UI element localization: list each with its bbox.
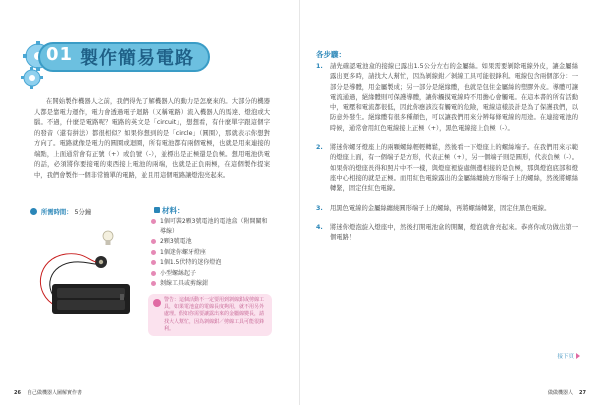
step-4 [316, 223, 578, 244]
step-text: 用黑色電線的金屬絲纏繞圓形端子上的螺絲，再將螺絲轉緊，固定住黑色電線。 [330, 204, 551, 212]
list-item: 小型螺絲起子 [150, 269, 270, 279]
step-2 [316, 143, 578, 194]
list-item: 1個1.5伏特的迷你燈泡 [150, 258, 270, 268]
step-text: 將迷你螺牙燈座上的兩顆螺絲輕輕轉鬆，然後看一下燈座上的螺絲端子。在我們用來示範的燈座上面，有一個端子是方形，代表正極（+），另一個端子則是圓形，代表負極（-）。如果你的燈座長得和照片中不一樣，與燈座裡旋處側邊相接的是負極，那與燈泡底部和燈座中心相接的就是正極。而用紅色電線露出的金屬絲纏繞方形端子上的螺絲，然後將螺絲轉緊，固定住紅色電線。 [330, 144, 578, 193]
intro-paragraph: 在開始製作機器人之前，我們得先了解機器人的動力是怎麼來的。大部分的機器人都是靠電力運作，電力會透過電子迴路（又稱電路）流入機器人的馬達、燈泡或大腦。不過，什麼是電路呢？電路的英文是「circuit」，想想看，有什麼單字跟這個字的發音（還有拼法）都很相似？如果你想到的是「circle」（圓圈），那就表示你想對方向了。電路就像是電力的圓圈或迴圈，所有電池都有兩個電極，也就是用來連接的端點，上面通常會有正號（+）或負號（-），並標出是正極還是負極。想用電池供電的話，必須將你要接電的東西接上電池的兩端，也就是正負兩極，在這個製作提案中，我們會製作一個非常簡單的電路，並且用這個電路讓燈泡亮起來。 [34, 98, 270, 179]
step-text: 將迷你燈泡旋入燈座中，然後打開電池盒的開關，燈泡就會亮起來。恭喜你成功做出第一個電路！ [330, 223, 578, 242]
continue-next-page: 接下頁 [557, 352, 580, 360]
left-footer [14, 389, 82, 396]
left-page-number: 26 [14, 390, 21, 396]
left-book-title: 自己做機器人圖解實作書 [26, 390, 82, 396]
materials-photo [26, 224, 146, 320]
right-page [300, 0, 600, 405]
list-icon [154, 207, 160, 213]
time-value: 5分鐘 [74, 209, 92, 216]
warning-text: 警告：這個活動不一定要用到剝線鉗或剪線工具，如果電池盒的電線長度夠用，就不用另外處理。假如你需要讓露出來的金屬線變長，請找大人幫忙，因為剝線鉗／剪線工具可能很鋒利。 [164, 297, 265, 332]
page-title: 製作簡易電路 [80, 48, 194, 69]
step-3 [316, 204, 578, 214]
materials-heading: 材料： [154, 205, 185, 216]
step-number: 1. [316, 63, 323, 70]
step-number: 4. [316, 223, 323, 231]
warning-box [148, 294, 272, 336]
time-label: 所需時間： [41, 209, 73, 216]
bulb-image [103, 231, 113, 245]
step-text: 請先確認電池盒的接線已露出1.5公分左右的金屬絲。如果需要剝除電線外皮，讓金屬絲露出更多時，請找大人幫忙，因為剝線鉗／剝線工具可能很鋒利。電線包含兩個部分：一部分是導體，用金屬製成；另一部分是絕緣體，也就是包住金屬絲的塑膠外皮。導體可讓電流通過，絕緣體則可保護導體，讓你觸摸電線時不用擔心會觸電。在這本書的所有活動中，電壓和電流都很低，因此你應該沒有觸電的危險，電線這樣設計是為了保護我們，以防意外發生。絕緣體有很多種顏色，可以讓我們用來分辨每條電線的用途。在連接電池的時候，通常會用紅色電線接上正極（+），黑色電線接上負極（-）。 [330, 63, 578, 132]
step-1 [316, 62, 578, 134]
list-item: 2顆3號電池 [150, 237, 270, 247]
step-number: 3. [316, 204, 323, 212]
time-required [30, 207, 91, 216]
list-item: 1個迷你螺牙燈座 [150, 248, 270, 258]
clock-icon [30, 208, 37, 215]
right-book-title: 做做機器人 [548, 390, 574, 396]
right-footer [548, 389, 586, 396]
socket-image [95, 256, 107, 268]
step-number: 2. [316, 144, 323, 152]
materials-list [150, 217, 270, 290]
list-item: 剝線工具或剪線鉗 [150, 279, 270, 289]
warning-icon [153, 299, 161, 307]
battery-holder-image [52, 284, 130, 314]
right-page-number: 27 [579, 390, 586, 396]
list-item: 1個可裝2顆3號電池的電池盒（附開關和導線） [150, 217, 270, 236]
section-number: 01 [46, 44, 74, 65]
steps-heading: 各步驟： [316, 50, 346, 59]
steps-list [316, 62, 578, 252]
arrow-right-icon [576, 353, 580, 359]
